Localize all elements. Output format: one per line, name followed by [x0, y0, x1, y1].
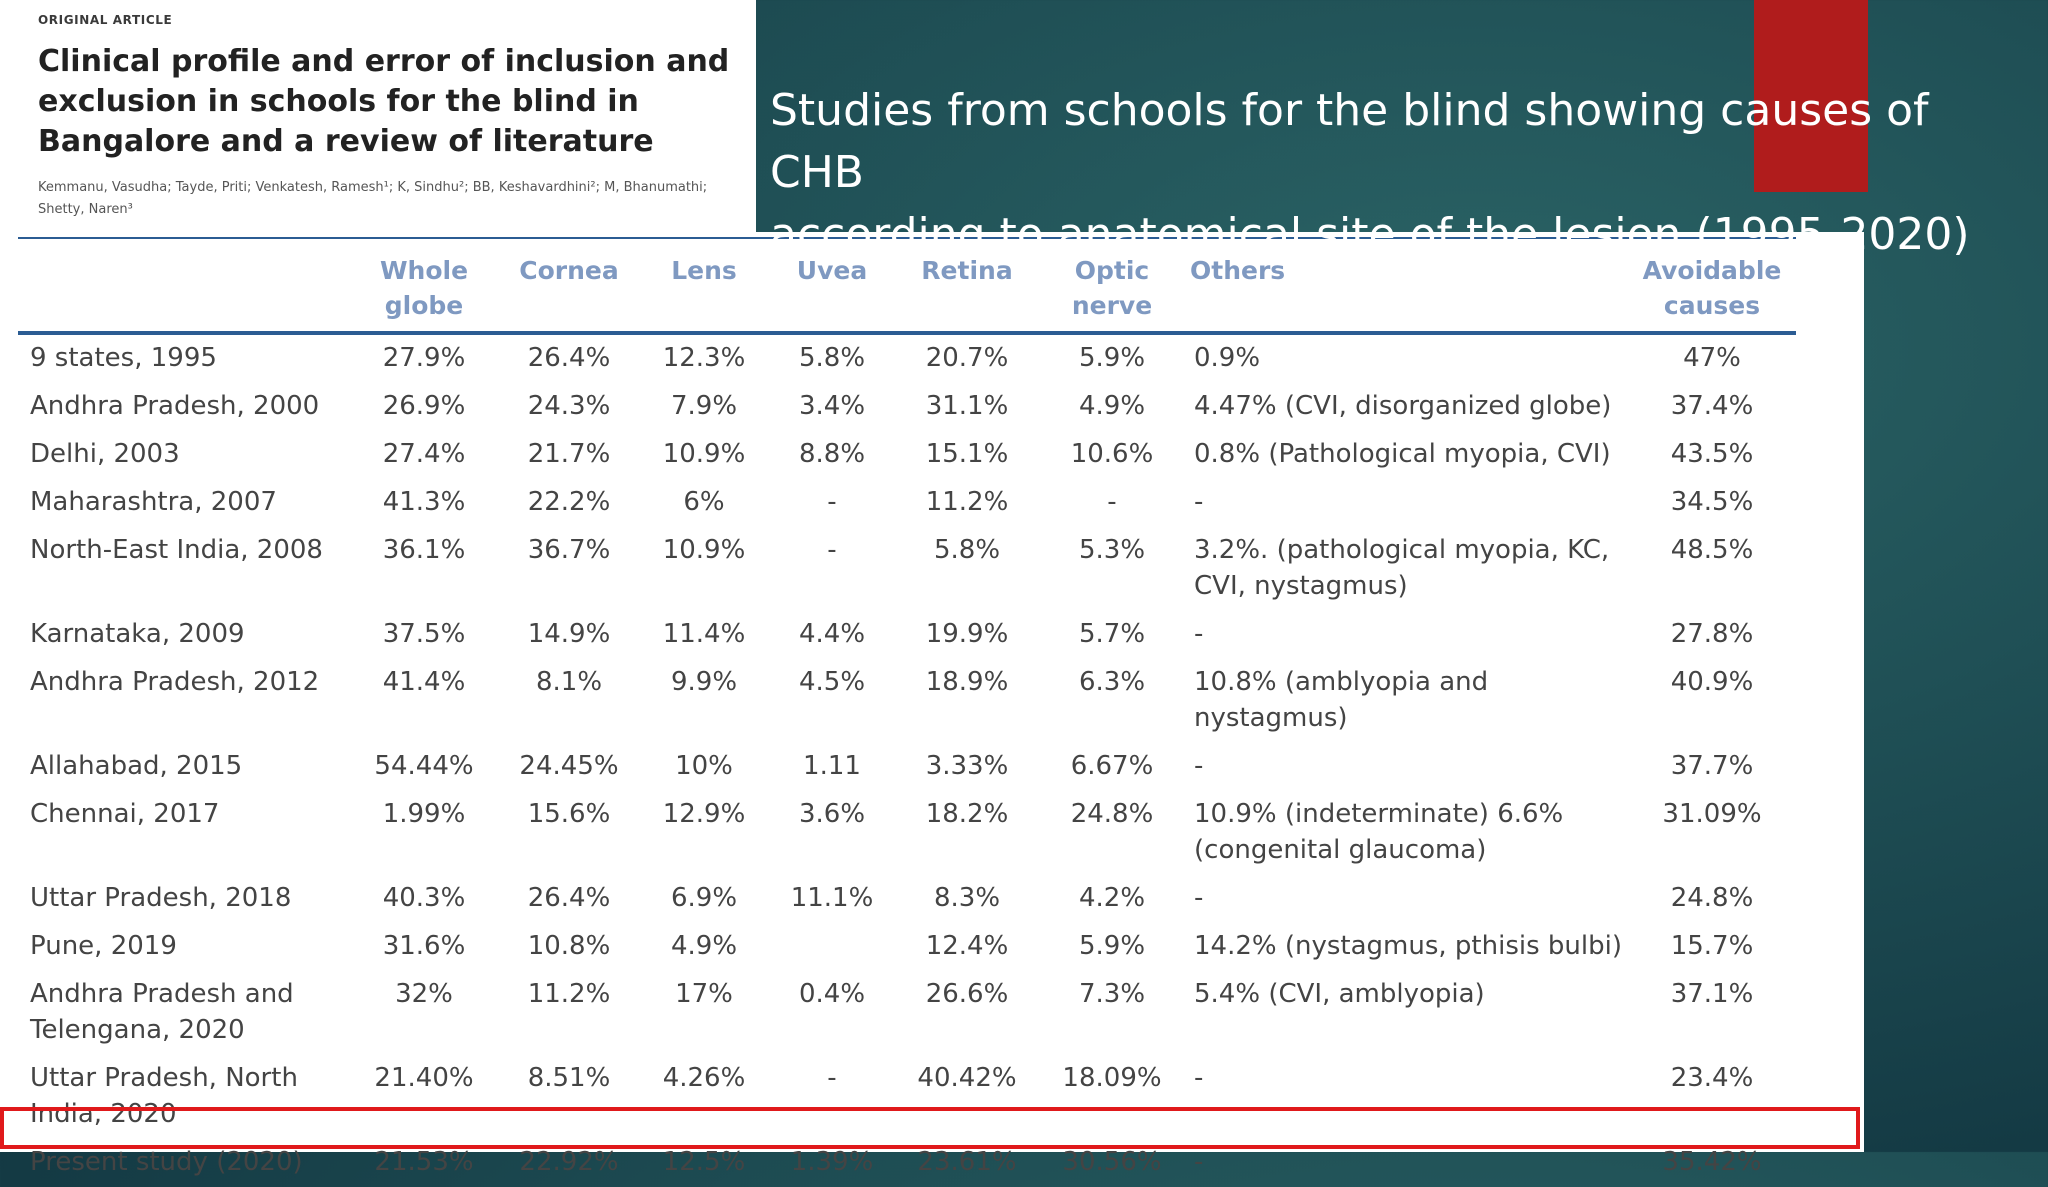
avoidable-causes-cell: 40.9% — [1670, 667, 1754, 697]
whole-globe-header: Whole globe — [379, 256, 469, 320]
table-row — [18, 1139, 1796, 1187]
table-row — [18, 1055, 1796, 1139]
optic-nerve-cell: 10.6% — [1070, 439, 1154, 469]
others-cell: - — [1194, 619, 1204, 649]
table-row — [18, 333, 1796, 383]
place-cell: Allahabad, 2015 — [30, 751, 243, 781]
whole-globe-cell: 37.5% — [382, 619, 466, 649]
place-cell: Delhi, 2003 — [30, 439, 180, 469]
place-cell: Andhra Pradesh, 2012 — [30, 667, 320, 697]
optic-nerve-cell: 30.56% — [1062, 1147, 1162, 1177]
article-title: Clinical profile and error of inclusion and exclusion in schools for the blind in Bangalore and a review of literature — [38, 44, 730, 159]
place-cell: 9 states, 1995 — [30, 343, 217, 373]
whole-globe-cell: 21.40% — [374, 1063, 474, 1093]
place-cell: Uttar Pradesh, 2018 — [30, 883, 292, 913]
article-type: ORIGINAL ARTICLE — [38, 13, 173, 27]
avoidable-causes-cell: 48.5% — [1670, 535, 1754, 565]
optic-nerve-header: Optic nerve — [1071, 256, 1153, 320]
whole-globe-cell: 27.4% — [382, 439, 466, 469]
optic-nerve-cell: 5.9% — [1078, 343, 1146, 373]
others-cell: 4.47% (CVI, disorganized globe) — [1194, 391, 1612, 421]
avoidable-causes-cell: 37.4% — [1670, 391, 1754, 421]
lens-cell: 4.9% — [670, 931, 738, 961]
cornea-cell: 15.6% — [527, 799, 611, 829]
table-row — [18, 611, 1796, 659]
uvea-cell: - — [827, 487, 837, 517]
uvea-cell: 1.39% — [790, 1147, 874, 1177]
uvea-header: Uvea — [796, 256, 868, 285]
whole-globe-cell: 1.99% — [382, 799, 466, 829]
lens-cell: 9.9% — [670, 667, 738, 697]
lens-cell: 12.3% — [662, 343, 746, 373]
article-authors: Kemmanu, Vasudha; Tayde, Priti; Venkatesh, Ramesh¹; K, Sindhu²; BB, Keshavardhini²; M, Bhanumathi; Shetty, Naren³ — [38, 180, 708, 217]
retina-cell: 18.2% — [925, 799, 1009, 829]
retina-cell: 8.3% — [933, 883, 1001, 913]
avoidable-causes-cell: 37.1% — [1670, 979, 1754, 1009]
others-cell: 10.8% (amblyopia and nystagmus) — [1194, 667, 1489, 733]
lens-cell: 10.9% — [662, 439, 746, 469]
avoidable-causes-cell: 37.7% — [1670, 751, 1754, 781]
whole-globe-cell: 21.53% — [374, 1147, 474, 1177]
table-row — [18, 743, 1796, 791]
cornea-cell: 22.92% — [519, 1147, 619, 1177]
others-cell: 0.8% (Pathological myopia, CVI) — [1194, 439, 1611, 469]
optic-nerve-cell: 4.2% — [1078, 883, 1146, 913]
cornea-cell: 36.7% — [527, 535, 611, 565]
avoidable-causes-cell: 43.5% — [1670, 439, 1754, 469]
avoidable-causes-cell: 47% — [1683, 343, 1741, 373]
uvea-cell — [768, 923, 896, 971]
optic-nerve-cell: - — [1107, 487, 1117, 517]
slide-title — [770, 80, 2010, 266]
lens-cell: 12.5% — [662, 1147, 746, 1177]
cornea-cell: 8.1% — [535, 667, 603, 697]
uvea-cell: 3.4% — [798, 391, 866, 421]
cornea-header: Cornea — [519, 256, 619, 285]
whole-globe-cell: 54.44% — [374, 751, 474, 781]
lens-cell: 11.4% — [662, 619, 746, 649]
avoidable-causes-cell: 27.8% — [1670, 619, 1754, 649]
cornea-cell: 11.2% — [527, 979, 611, 1009]
article-header — [0, 0, 756, 232]
whole-globe-cell: 31.6% — [382, 931, 466, 961]
place-cell: Present study (2020) — [30, 1147, 303, 1177]
retina-cell: 20.7% — [925, 343, 1009, 373]
place-cell: North-East India, 2008 — [30, 535, 323, 565]
optic-nerve-cell: 6.3% — [1078, 667, 1146, 697]
whole-globe-cell: 41.4% — [382, 667, 466, 697]
whole-globe-cell: 41.3% — [382, 487, 466, 517]
table-row — [18, 875, 1796, 923]
place-cell: Karnataka, 2009 — [30, 619, 245, 649]
cornea-cell: 14.9% — [527, 619, 611, 649]
lens-cell: 4.26% — [662, 1063, 746, 1093]
uvea-cell: 3.6% — [798, 799, 866, 829]
optic-nerve-cell: 18.09% — [1062, 1063, 1162, 1093]
whole-globe-cell: 36.1% — [382, 535, 466, 565]
others-cell: 10.9% (indeterminate) 6.6% (congenital glaucoma) — [1194, 799, 1564, 865]
cornea-cell: 24.45% — [519, 751, 619, 781]
table-panel — [0, 232, 1864, 1177]
retina-cell: 15.1% — [925, 439, 1009, 469]
optic-nerve-cell: 5.9% — [1078, 931, 1146, 961]
uvea-cell: 1.11 — [803, 751, 861, 781]
place-cell: Maharashtra, 2007 — [30, 487, 277, 517]
place-header — [18, 238, 350, 333]
optic-nerve-cell: 6.67% — [1070, 751, 1154, 781]
whole-globe-cell: 26.9% — [382, 391, 466, 421]
lens-cell: 6% — [683, 487, 725, 517]
others-cell: - — [1194, 1063, 1204, 1093]
avoidable-causes-header: Avoidable causes — [1642, 256, 1782, 320]
table-row — [18, 659, 1796, 743]
table-row — [18, 791, 1796, 875]
lens-cell: 12.9% — [662, 799, 746, 829]
uvea-cell: - — [827, 535, 837, 565]
optic-nerve-cell: 24.8% — [1070, 799, 1154, 829]
cornea-cell: 10.8% — [527, 931, 611, 961]
others-cell: 3.2%. (pathological myopia, KC, CVI, nystagmus) — [1194, 535, 1610, 601]
optic-nerve-cell: 5.3% — [1078, 535, 1146, 565]
others-cell: - — [1194, 751, 1204, 781]
table-row — [18, 971, 1796, 1055]
others-cell: 5.4% (CVI, amblyopia) — [1194, 979, 1485, 1009]
causes-table — [18, 237, 1796, 1187]
avoidable-causes-cell: 31.09% — [1662, 799, 1762, 829]
others-cell: - — [1194, 1147, 1204, 1177]
retina-cell: 19.9% — [925, 619, 1009, 649]
retina-cell: 3.33% — [925, 751, 1009, 781]
cornea-cell: 8.51% — [527, 1063, 611, 1093]
avoidable-causes-cell: 35.42% — [1662, 1147, 1762, 1177]
table-row — [18, 923, 1796, 971]
lens-cell: 10.9% — [662, 535, 746, 565]
cornea-cell: 22.2% — [527, 487, 611, 517]
whole-globe-cell: 32% — [395, 979, 453, 1009]
lens-cell: 10% — [675, 751, 733, 781]
uvea-cell: - — [827, 1063, 837, 1093]
uvea-cell: 4.4% — [798, 619, 866, 649]
table-body — [18, 333, 1796, 1187]
whole-globe-cell: 27.9% — [382, 343, 466, 373]
retina-cell: 12.4% — [925, 931, 1009, 961]
avoidable-causes-cell: 34.5% — [1670, 487, 1754, 517]
others-header: Others — [1190, 256, 1286, 285]
avoidable-causes-cell: 23.4% — [1670, 1063, 1754, 1093]
retina-cell: 11.2% — [925, 487, 1009, 517]
place-cell: Pune, 2019 — [30, 931, 177, 961]
lens-cell: 6.9% — [670, 883, 738, 913]
others-cell: - — [1194, 487, 1204, 517]
lens-header: Lens — [671, 256, 737, 285]
uvea-cell: 5.8% — [798, 343, 866, 373]
retina-cell: 26.6% — [925, 979, 1009, 1009]
optic-nerve-cell: 7.3% — [1078, 979, 1146, 1009]
table-row — [18, 479, 1796, 527]
retina-header: Retina — [921, 256, 1013, 285]
others-cell: 0.9% — [1194, 343, 1261, 373]
cornea-cell: 21.7% — [527, 439, 611, 469]
place-cell: Andhra Pradesh, 2000 — [30, 391, 320, 421]
avoidable-causes-cell: 15.7% — [1670, 931, 1754, 961]
cornea-cell: 24.3% — [527, 391, 611, 421]
uvea-cell: 8.8% — [798, 439, 866, 469]
table-row — [18, 527, 1796, 611]
uvea-cell: 0.4% — [798, 979, 866, 1009]
optic-nerve-cell: 4.9% — [1078, 391, 1146, 421]
cornea-cell: 26.4% — [527, 883, 611, 913]
uvea-cell: 4.5% — [798, 667, 866, 697]
lens-cell: 17% — [675, 979, 733, 1009]
place-cell: Chennai, 2017 — [30, 799, 220, 829]
retina-cell: 40.42% — [917, 1063, 1017, 1093]
whole-globe-cell: 40.3% — [382, 883, 466, 913]
place-cell: Uttar Pradesh, North India, 2020 — [30, 1063, 298, 1129]
retina-cell: 31.1% — [925, 391, 1009, 421]
retina-cell: 18.9% — [925, 667, 1009, 697]
lens-cell: 7.9% — [670, 391, 738, 421]
table-row — [18, 383, 1796, 431]
retina-cell: 5.8% — [933, 535, 1001, 565]
place-cell: Andhra Pradesh and Telengana, 2020 — [30, 979, 294, 1045]
uvea-cell: 11.1% — [790, 883, 874, 913]
slide-title-line-2: according to anatomical site of the lesion (1995-2020) — [770, 209, 1970, 260]
others-cell: 14.2% (nystagmus, pthisis bulbi) — [1194, 931, 1622, 961]
avoidable-causes-cell: 24.8% — [1670, 883, 1754, 913]
retina-cell: 23.61% — [917, 1147, 1017, 1177]
others-cell: - — [1194, 883, 1204, 913]
table-row — [18, 431, 1796, 479]
cornea-cell: 26.4% — [527, 343, 611, 373]
slide-title-line-1: Studies from schools for the blind showing causes of CHB — [770, 85, 1929, 198]
optic-nerve-cell: 5.7% — [1078, 619, 1146, 649]
